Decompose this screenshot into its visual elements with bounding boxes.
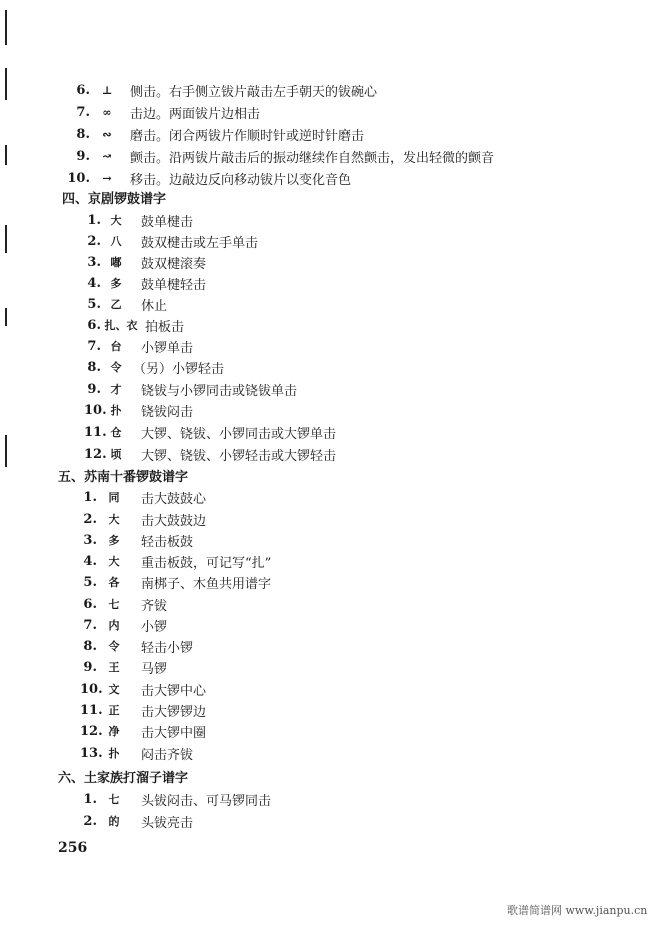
item-number: 9. (76, 148, 90, 164)
notation-symbol: ↝ (102, 149, 112, 163)
list-item (80, 721, 206, 741)
notation-symbol: 的 (108, 815, 120, 828)
watermark: 歌谱简谱网 www.jianpu.cn (507, 904, 648, 917)
notation-symbol: 同 (108, 491, 120, 504)
item-text: 鼓单楗击 (141, 214, 194, 230)
notation-symbol: 七 (108, 598, 120, 611)
item-text: （另）小锣轻击 (133, 361, 225, 377)
list-item (84, 336, 193, 356)
item-number: 7. (87, 338, 101, 354)
item-text: 铙钹与小锣同击或铙钹单击 (141, 383, 298, 399)
notation-symbol: ∾ (102, 127, 112, 141)
notation-symbol: 顷 (110, 448, 122, 461)
list-item (84, 357, 224, 377)
item-text: 马锣 (141, 661, 168, 677)
item-text: 南梆子、木鱼共用谱字 (141, 576, 272, 592)
item-text: 大锣、铙钹、小锣同击或大锣单击 (141, 426, 337, 442)
item-text: 颤击。沿两钹片敲击后的振动继续作自然颤击，发出轻微的颤音 (130, 150, 495, 166)
item-text: 磨击。闭合两钹片作顺时针或逆时针磨击 (130, 128, 365, 144)
item-number: 10. (67, 170, 90, 186)
item-number: 8. (87, 359, 101, 375)
notation-symbol: 多 (110, 277, 122, 290)
item-text: 重击板鼓，可记写“扎” (141, 555, 272, 571)
item-number: 6. (83, 596, 97, 612)
item-text: 休止 (141, 298, 168, 314)
list-item (84, 400, 193, 420)
notation-symbol: 七 (108, 793, 120, 806)
list-item (84, 294, 167, 314)
list-item (80, 615, 167, 635)
item-text: 鼓双楗击或左手单击 (141, 235, 259, 251)
margin-mark (5, 68, 7, 100)
list-item (84, 231, 258, 251)
notation-symbol: → (102, 171, 112, 185)
margin-mark (5, 225, 7, 253)
item-text: 轻击小锣 (141, 640, 194, 656)
notation-symbol: 大 (108, 513, 120, 526)
item-text: 小锣 (141, 619, 168, 635)
section-heading: 五、苏南十番锣鼓谱字 (58, 470, 189, 485)
margin-mark (5, 10, 7, 45)
item-text: 轻击板鼓 (141, 534, 194, 550)
list-item (84, 210, 193, 230)
notation-symbol: 令 (108, 640, 120, 653)
item-number: 1. (83, 489, 97, 505)
list-item (80, 487, 206, 507)
list-item (80, 509, 206, 529)
margin-mark (5, 308, 7, 326)
item-text: 齐钹 (141, 598, 168, 614)
item-text: 头钹闷击、可马锣同击 (141, 793, 272, 809)
item-number: 1. (87, 212, 101, 228)
item-text: 鼓双楗滚奏 (141, 256, 207, 272)
list-item (64, 146, 494, 166)
list-item (84, 379, 297, 399)
item-number: 12. (80, 723, 103, 739)
item-number: 9. (87, 381, 101, 397)
notation-symbol: ∞ (102, 105, 112, 119)
list-item (84, 273, 206, 293)
item-number: 4. (87, 275, 101, 291)
list-item (80, 551, 271, 571)
item-number: 3. (83, 532, 97, 548)
notation-symbol: 王 (108, 661, 120, 674)
notation-symbol: 多 (108, 534, 120, 547)
list-item (84, 444, 336, 464)
list-item (80, 594, 167, 614)
item-number: 4. (83, 553, 97, 569)
item-text: 击大鼓鼓边 (141, 513, 207, 529)
section-heading: 四、京剧锣鼓谱字 (62, 192, 167, 207)
item-number: 10. (80, 681, 103, 697)
item-text: 击大鼓鼓心 (141, 491, 207, 507)
item-number: 9. (83, 659, 97, 675)
notation-symbol: 正 (108, 704, 120, 717)
item-text: 击大锣中圈 (141, 725, 207, 741)
item-text: 击边。两面钹片边相击 (130, 106, 261, 122)
item-number: 3. (87, 254, 101, 270)
notation-symbol: 扑 (110, 404, 122, 417)
list-item (84, 315, 184, 335)
notation-symbol: 文 (108, 683, 120, 696)
item-number: 2. (83, 813, 97, 829)
notation-symbol: 八 (110, 235, 122, 248)
notation-symbol: 令 (110, 361, 122, 374)
list-item (80, 657, 167, 677)
notation-symbol: ⊥ (101, 83, 113, 97)
item-text: 鼓单楗轻击 (141, 277, 207, 293)
item-text: 闷击齐钹 (141, 747, 194, 763)
notation-symbol: 内 (108, 619, 120, 632)
list-item (64, 168, 351, 188)
item-number: 8. (83, 638, 97, 654)
notation-symbol: 大 (108, 555, 120, 568)
notation-symbol: 各 (108, 576, 120, 589)
list-item (80, 530, 193, 550)
notation-symbol: 嘟 (110, 256, 122, 269)
list-item (84, 422, 336, 442)
notation-symbol: 扎、衣 (104, 319, 138, 332)
list-item (64, 124, 364, 144)
item-text: 铙钹闷击 (141, 404, 194, 420)
item-number: 2. (83, 511, 97, 527)
list-item (80, 811, 193, 831)
notation-symbol: 才 (110, 383, 122, 396)
list-item (80, 572, 271, 592)
item-number: 11. (84, 424, 107, 440)
item-number: 5. (83, 574, 97, 590)
list-item (80, 743, 193, 763)
item-number: 5. (87, 296, 101, 312)
notation-symbol: 扑 (108, 747, 120, 760)
page-number: 256 (58, 840, 88, 856)
item-text: 头钹亮击 (141, 815, 194, 831)
item-text: 大锣、铙钹、小锣轻击或大锣轻击 (141, 448, 337, 464)
notation-symbol: 大 (110, 214, 122, 227)
item-number: 6. (76, 82, 90, 98)
item-text: 侧击。右手侧立钹片敲击左手朝天的钹碗心 (130, 84, 378, 100)
list-item (80, 789, 271, 809)
item-text: 击大锣中心 (141, 683, 207, 699)
item-text: 小锣单击 (141, 340, 194, 356)
list-item (84, 252, 206, 272)
item-number: 2. (87, 233, 101, 249)
item-number: 8. (76, 126, 90, 142)
item-number: 7. (83, 617, 97, 633)
item-number: 11. (80, 702, 103, 718)
item-number: 12. (84, 446, 107, 462)
item-number: 7. (76, 104, 90, 120)
item-number: 13. (80, 745, 103, 761)
margin-mark (5, 145, 7, 165)
item-text: 击大锣锣边 (141, 704, 207, 720)
notation-symbol: 仓 (110, 426, 122, 439)
notation-symbol: 净 (108, 725, 120, 738)
item-text: 移击。边敲边反向移动钹片以变化音色 (130, 172, 352, 188)
margin-mark (5, 435, 7, 467)
notation-symbol: 台 (110, 340, 122, 353)
list-item (80, 700, 206, 720)
notation-symbol: 乙 (110, 298, 122, 311)
item-text: 拍板击 (145, 319, 185, 335)
section-heading: 六、土家族打溜子谱字 (58, 771, 189, 786)
list-item (80, 636, 193, 656)
list-item (80, 679, 206, 699)
list-item (64, 80, 377, 100)
item-number: 6. (87, 317, 101, 333)
list-item (64, 102, 260, 122)
item-number: 1. (83, 791, 97, 807)
item-number: 10. (84, 402, 107, 418)
